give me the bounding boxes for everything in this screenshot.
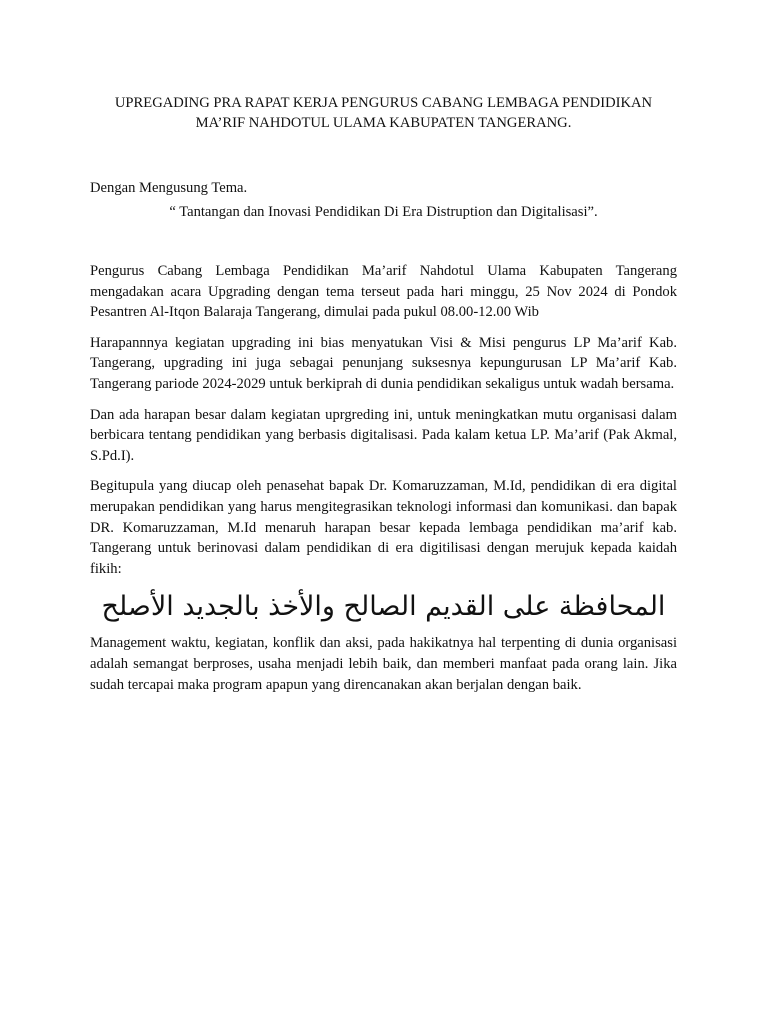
paragraph-advisor-remarks: Begitupula yang diucap oleh penasehat bapak Dr. Komaruzzaman, M.Id, pendidikan di era digital merupakan pendidikan yang harus mengitegrasikan teknologi informasi dan komunikasi. dan bapak DR. Komaruzzaman, M.Id menaruh harapan besar kepada lembaga pendidikan ma’arif kab. Tangerang untuk berinovasi dalam pendidikan di era digitilisasi dengan merujuk kepada kaidah fikih: bbox=[90, 478, 677, 577]
arabic-maxim: المحافظة على القديم الصالح والأخذ بالجديد الأصلح bbox=[101, 591, 666, 623]
document-page bbox=[90, 93, 677, 695]
intro-line: Dengan Mengusung Tema. bbox=[90, 180, 248, 196]
paragraph-hopes: Harapannnya kegiatan upgrading ini bias menyatukan Visi & Misi pengurus LP Ma’arif Kab. Tangerang, upgrading ini juga sebagai penunjang suksesnya kepungurusan LP Ma’arif Kab. Tangerang pariode 2024-2029 untuk berkiprah di dunia pendidikan sekaligus untuk wadah bersama. bbox=[90, 334, 677, 392]
paragraph-chairman-remarks: Dan ada harapan besar dalam kegiatan uprgreding ini, untuk meningkatkan mutu organisasi dalam berbicara tentang pendidikan yang berbasis digitalisasi. Pada kalam ketua LP. Ma’arif (Pak Akmal, S.Pd.I). bbox=[90, 406, 677, 464]
theme-quote: “ Tantangan dan Inovasi Pendidikan Di Era Distruption dan Digitalisasi”. bbox=[169, 204, 598, 220]
paragraph-event-info: Pengurus Cabang Lembaga Pendidikan Ma’arif Nahdotul Ulama Kabupaten Tangerang mengadakan acara Upgrading dengan tema terseut pada hari minggu, 25 Nov 2024 di Pondok Pesantren Al-Itqon Balaraja Tangerang, dimulai pada pukul 08.00-12.00 Wib bbox=[90, 263, 677, 321]
paragraph-management: Management waktu, kegiatan, konflik dan aksi, pada hakikatnya hal terpenting di dunia organisasi adalah semangat berproses, usaha menjadi lebih baik, dan memberi manfaat pada orang lain. Jika sudah tercapai maka program apapun yang direncanakan akan berjalan dengan baik. bbox=[90, 635, 677, 693]
document-title: UPREGADING PRA RAPAT KERJA PENGURUS CABANG LEMBAGA PENDIDIKAN MA’RIF NAHDOTUL ULAMA KABUPATEN TANGERANG. bbox=[114, 95, 653, 131]
